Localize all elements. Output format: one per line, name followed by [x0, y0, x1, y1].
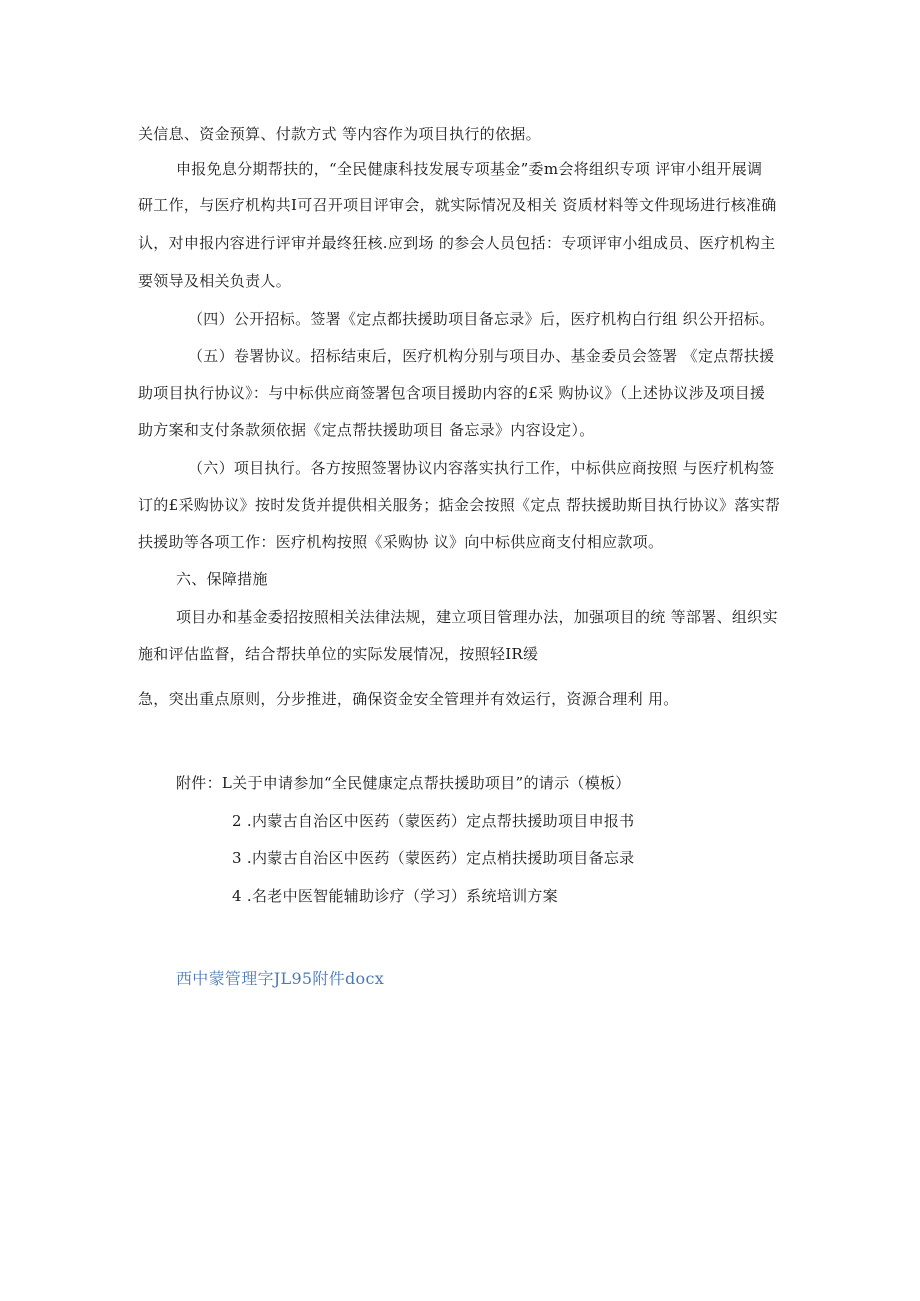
attachment-item: 4 .名老中医智能辅助诊疗（学习）系统培训方案 — [232, 887, 558, 905]
paragraph-line: 助方案和支付条款须依据《定点帮扶援助项目 备忘录》内容设定）。 — [138, 421, 595, 439]
paragraph-line: 施和评估监督，结合帮扶单位的实际发展情况，按照轻IR缓 — [138, 645, 539, 663]
paragraph-line: （五）卷署协议。招标结束后，医疗机构分别与项目办、基金委员会签署 《定点帮扶援 — [188, 347, 775, 365]
attachment-item: 附件：L关于申请参加“全民健康定点帮扶援助项目”的请示（模板） — [176, 774, 631, 792]
paragraph-line: （四）公开招标。签署《定点都扶援助项目备忘录》后，医疗机构白行组 织公开招标。 — [188, 310, 775, 328]
paragraph-line: 扶援助等各项工作：医疗机构按照《采购协 议》向中标供应商支付相应款项。 — [138, 533, 664, 551]
paragraph-line: 认，对申报内容进行评审并最终狂核.应到场 的参会人员包括：专项评审小组成员、医疗机构主 — [138, 234, 776, 252]
paragraph-line: 助项目执行协议》：与中标供应商签署包含项目援助内容的£采 购协议》（上述协议涉及项目援 — [138, 384, 766, 402]
attachment-item: 2 .内蒙古自治区中医药（蒙医药）定点帮扶援助项目申报书 — [232, 812, 635, 830]
paragraph-line: 急，突出重点原则，分步推进，确保资金安全管理并有效运行，资源合理利 用。 — [138, 690, 679, 708]
paragraph-line: 要领导及相关负责人。 — [138, 272, 292, 290]
attachment-item: 3 .内蒙古自治区中医药（蒙医药）定点梢扶援助项目备忘录 — [232, 849, 635, 867]
paragraph-line: 项目办和基金委招按照相关法律法规，建立项目管理办法，加强项目的统 等部署、组织实 — [176, 608, 778, 626]
paragraph-line: 订的£采购协议》按时发货并提供相关服务；掂金会按照《定点 帮扶援助斯目执行协议》落实帮 — [138, 496, 781, 514]
paragraph-line: 研工作，与医疗机构共I可召开项目评审会，就实际情况及相关 资质材料等文件现场进行核准确 — [138, 196, 777, 214]
paragraph-line: （六）项目执行。各方按照签署协议内容落实执行工作，中标供应商按照 与医疗机构签 — [188, 459, 775, 477]
paragraph-line: 申报免息分期帮扶的，“全民健康科技发展专项基金”委m会将组织专项 评审小组开展调 — [176, 160, 763, 178]
paragraph-line: 关信息、资金预算、付款方式 等内容作为项目执行的依据。 — [138, 125, 541, 143]
section-heading: 六、保障措施 — [176, 570, 268, 588]
attachment-file-link[interactable]: 西中蒙管理字JL95附件docx — [176, 969, 385, 988]
